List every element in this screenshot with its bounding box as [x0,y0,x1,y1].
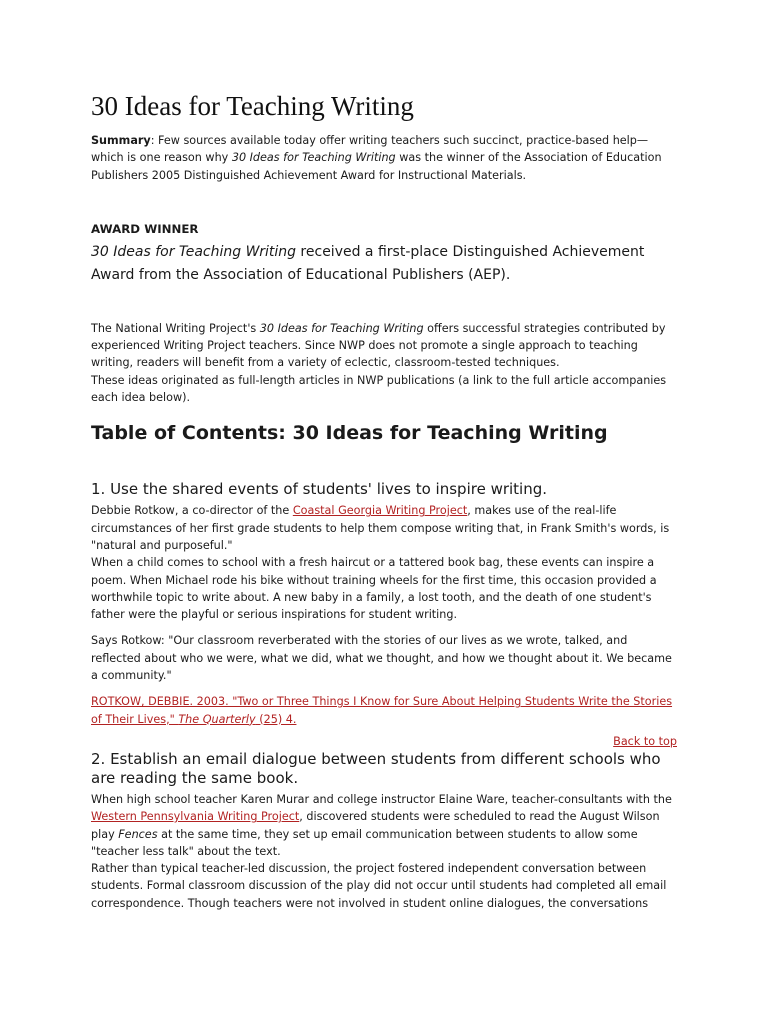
intro-before: The National Writing Project's [91,321,260,335]
section1-p1-after: , makes use of the real-life circumstances of her first grade students to help them compose writing that, in Frank Smith's words, is "natural and purposeful." [91,504,670,552]
back-to-top-row [91,734,677,750]
reference-issue: (25) 4. [255,712,297,726]
summary-label: Summary [91,134,151,147]
section1-quote: Says Rotkow: "Our classroom reverberated with the stories of our lives as we wrote, talked, and reflected about who we were, what we did, what we thought, and how we thought about it. We became a community." [91,634,672,683]
section1-reference-link[interactable] [91,695,672,725]
section2-p1-before: When high school teacher Karen Murar and college instructor Elaine Ware, teacher-consultants with the [91,792,672,806]
intro-line2: These ideas originated as full-length articles in NWP publications (a link to the full article accompanies each idea below). [91,373,667,405]
award-text: received a first-place Distinguished Achievement Award from the Association of Educational Publishers (AEP). [91,243,645,283]
section2-heading: 2. Establish an email dialogue between students from different schools who are reading the same book. [91,749,661,787]
summary-text-before: : Few sources available today offer writing teachers such succinct, practice-based help—which is one reason why [91,134,649,165]
summary-book-title: 30 Ideas for Teaching Writing [231,151,396,165]
section2-p1-mid: , discovered students were scheduled to read the August Wilson play [91,810,660,841]
award-heading: AWARD WINNER [91,221,199,236]
award-book-title: 30 Ideas for Teaching Writing [91,243,296,260]
section1-p2: When a child comes to school with a fresh haircut or a tattered book bag, these events can inspire a poem. When Michael rode his bike without training wheels for the first time, this occasion provided a worthwhile topic to write about. A new baby in a family, a lost tooth, and the death of one student's father were the playful or serious inspirations for student writing. [91,556,657,622]
reference-text: ROTKOW, DEBBIE. 2003. "Two or Three Things I Know for Sure About Helping Students Write the Stories of Their Lives," [91,695,673,726]
section2-p2: Rather than typical teacher-led discussion, the project fostered independent conversation between students. Formal classroom discussion of the play did not occur until students had completed all email correspondence. Though teachers were not involved in student online dialogues, the conversations [91,862,667,910]
award-paragraph [91,241,677,287]
section2-p1-after: at the same time, they set up email communication between students to allow some "teacher less talk" about the text. [91,827,638,858]
section1-p1-before: Debbie Rotkow, a co-director of the [91,504,293,518]
summary-text-after: was the winner of the Association of Education Publishers 2005 Distinguished Achievement Award for Instructional Materials. [91,151,662,182]
toc-heading: Table of Contents: 30 Ideas for Teaching Writing [91,422,608,445]
summary-paragraph [91,132,677,184]
coastal-georgia-link[interactable]: Coastal Georgia Writing Project [292,504,468,518]
section2-play-title: Fences [118,827,158,841]
back-to-top-link[interactable]: Back to top [613,734,677,748]
section2-paragraph1 [91,791,677,912]
page-title: 30 Ideas for Teaching Writing [91,91,414,121]
intro-paragraph [91,320,677,406]
section1-heading: 1. Use the shared events of students' lives to inspire writing. [91,480,548,499]
reference-journal: The Quarterly [178,712,256,726]
section1-reference [91,693,677,728]
western-pennsylvania-link[interactable]: Western Pennsylvania Writing Project [91,810,300,824]
section1-paragraph1 [91,502,677,623]
intro-after: offers successful strategies contributed by experienced Writing Project teachers. Since NWP does not promote a single approach to teaching writing, readers will benefit from a variety of eclectic, classroom-tested techniques. [91,321,666,370]
intro-book-title: 30 Ideas for Teaching Writing [259,321,424,335]
